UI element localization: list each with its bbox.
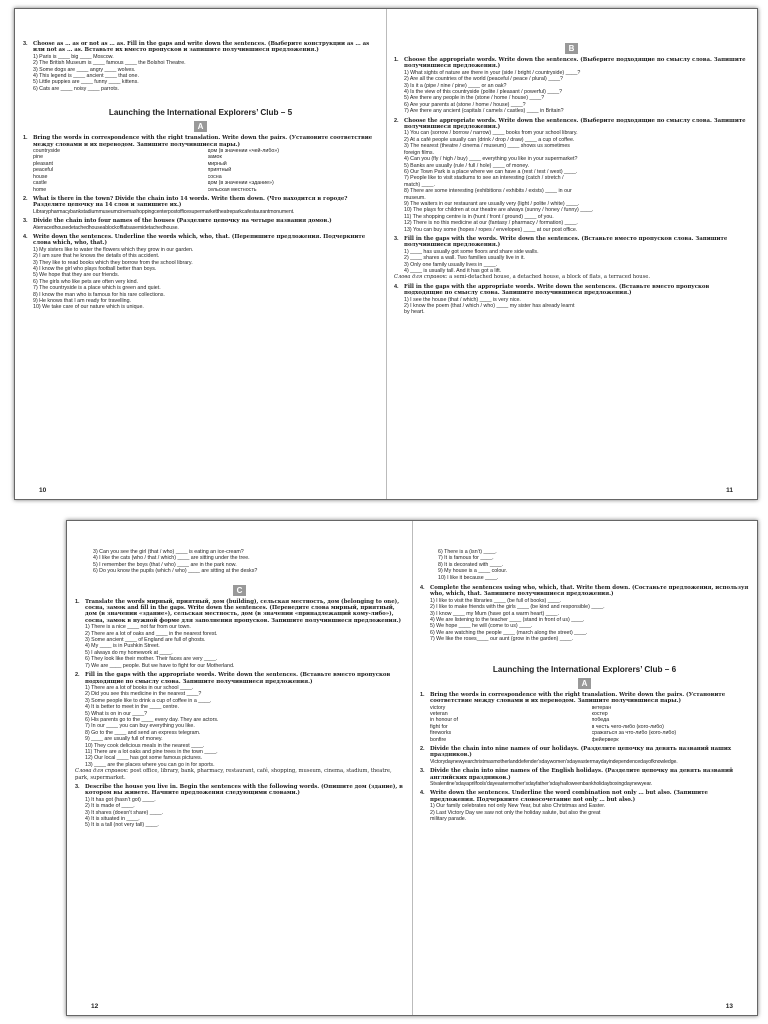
exercise-number: 4. — [420, 585, 425, 592]
exercise-item: 1) You can (sorrow / borrow / narrow) ____ books from your school library. — [404, 130, 578, 137]
exercise-number: 4. — [23, 233, 28, 240]
exercise-item: 2) Did you see this medicine in the nearest ____? — [85, 691, 202, 698]
exercise-item: 8) Go to the ____ and send an express telegram. — [85, 729, 201, 736]
exercise-number: 3. — [420, 768, 425, 775]
exercise-item: by heart. — [404, 309, 425, 316]
exercise-item: 1) Paris is ____ big ____ Moscow. — [33, 53, 114, 60]
reference-label: Слова для справок: — [394, 274, 448, 281]
exercise-1 — [75, 599, 404, 669]
exercise-item: 1) It has got (hasn’t got) ____. — [85, 796, 156, 803]
exercise-item: 9) ____ are usually full of money. — [85, 736, 163, 743]
exercise-item: 1) I like to visit the libraries ____ (be full of books) ____. — [430, 597, 562, 604]
exercise-item: 7) Are there any ancient (capitals / camels / castles) ____ in Britain? — [404, 108, 564, 115]
exercise-instruction: Bring the words in correspondence with the right translation. Write down the pairs. (Установите соответствие между словами и их переводом. Запишите получившиеся пары.) — [33, 135, 373, 148]
exercise-instruction: Describe the house you live in. Begin the sentences with the following words. (Опишите дом (здание), в котором вы живете. Начните предложения следующими словами.) — [85, 784, 403, 797]
exercise-item: 3) They like to read books which they borrow from the school library. — [33, 259, 193, 266]
exercise-item: 9) The waiters in our restaurant are usually very (light / polite / white) ____. — [404, 200, 580, 207]
exercise-item: 2) I know the poem (that / which / who) ____ my sister has already learnt — [404, 303, 575, 310]
continued-items — [75, 549, 404, 575]
exercise-item: 10) They cook delicious meals in the nearest ____. — [85, 742, 205, 749]
exercise-items — [394, 249, 749, 275]
block-label-c: C — [233, 585, 246, 596]
reference-list: post office, library, bank, pharmacy, restaurant, café, shopping, museum, cinema, stadium, theatre, park, supermarket. — [75, 768, 392, 781]
exercise-item: 11) The shopping centre is in (hunt / front / ground) ____ of you. — [404, 213, 554, 220]
english-word: veteran — [430, 710, 448, 717]
english-word: bonfire — [430, 736, 447, 743]
exercise-number: 3. — [23, 218, 28, 225]
exercise-item: 7) The countryside is a place which is green and quiet. — [33, 285, 161, 292]
exercise-2 — [23, 196, 378, 215]
exercise-item: 1) I see the house (that / which) ____ is very nice. — [404, 296, 521, 303]
exercise-item: 5) Are there any people in the (stone / home / house) ____? — [404, 95, 545, 102]
exercise-item: 3) I know ____ my Mum (have got a warm heart) ____. — [430, 610, 559, 617]
word-chain: Aterracedhousedetachedhouseablockofflatsasemidetachedhouse. — [33, 224, 179, 231]
translation: мирный — [207, 160, 227, 167]
exercise-number: 2. — [75, 672, 80, 679]
exercise-item: 4) It is situated in ____. — [85, 816, 140, 823]
exercise-item: 11) There are a lot oaks and pine trees in the town ____. — [85, 748, 218, 755]
section-title: Launching the International Explorers’ Club – 5 — [108, 108, 293, 118]
exercise-1 — [23, 135, 378, 193]
page-10 — [15, 9, 386, 499]
exercise-item: 8) It is decorated with ____. — [438, 561, 504, 568]
block-label-a: A — [194, 121, 207, 132]
exercise-item: 6) We are watching the people ____ (march along the street) ____. — [430, 629, 588, 636]
exercise-item: 8) There are some interesting (exhibitions / exhibits / exists) ____ in our — [404, 188, 572, 195]
exercise-item: 9) He knows that I am ready for travelling. — [33, 298, 132, 304]
translation: костер — [591, 710, 608, 717]
exercise-items — [75, 685, 404, 768]
exercise-item: 2) It is made of ____. — [85, 803, 135, 810]
exercise-item: 6) Are your parents at (stone / home / house) ____? — [404, 101, 526, 108]
exercise-item: 1) Our family celebrates not only New Year, but also Christmas and Easter. — [430, 803, 606, 810]
english-word: countryside — [33, 148, 61, 155]
translation: победа — [591, 717, 610, 724]
exercise-item: 3) It shares (doesn’t share) ____. — [85, 809, 164, 816]
exercise-items — [420, 803, 749, 822]
english-word: peaceful — [33, 167, 54, 174]
exercise-item: 4) This legend is ____ ancient ____ that one. — [33, 73, 139, 80]
reference-list: a semi-detached house, a detached house, a block of flats, a terraced house. — [447, 274, 650, 281]
exercise-item: foreign films. — [404, 149, 435, 156]
exercise-4 — [394, 284, 749, 316]
exercise-item: 3) Can you see the girl (that / who) ____ is eating an ice-cream? — [93, 549, 244, 555]
exercise-items — [394, 297, 749, 316]
exercise-item: 2) The British Museum is ____ famous ____ the Bolshoi Theatre. — [33, 60, 186, 67]
exercise-item: 12) There is no this medicine at our (fantasy / pharmacy / formation) ____. — [404, 220, 578, 227]
exercise-3 — [420, 768, 749, 787]
translation: сосна — [207, 173, 222, 180]
english-word: pleasant — [33, 160, 54, 167]
exercise-item: 5) I always do my homework at ____. — [85, 649, 173, 656]
translation: дом (в значении «чей-либо») — [207, 148, 280, 155]
exercise-item: military parade. — [430, 816, 467, 822]
exercise-items — [23, 247, 378, 311]
exercise-number: 1. — [420, 691, 425, 698]
exercise-number: 2. — [394, 117, 399, 124]
block-label-b: B — [565, 43, 578, 54]
exercise-instruction: Bring the words in correspondence with the right translation. Write down the pairs. (Установите соответствие между словами и их переводом. Запишите получившиеся пары.) — [430, 691, 726, 705]
exercise-4 — [420, 585, 749, 643]
exercise-instruction: Fill in the gaps with the appropriate words. Write down the sentences. (Вставьте вместо пропусков подходящие по смыслу слова. Запишите получившиеся предложения.) — [404, 283, 710, 297]
exercise-items — [420, 598, 749, 643]
exercise-instruction: Choose the appropriate words. Write down the sentences. (Выберите подходящие по смыслу слова. Запишите получившиеся предложения.) — [404, 57, 746, 70]
exercise-item: 10) We take care of our nature which is unique. — [33, 304, 144, 311]
exercise-item: 12) Our local ____ has got some famous pictures. — [85, 755, 203, 762]
exercise-item: 6) His parents go to the ____ every day. They are actors. — [85, 716, 219, 723]
exercise-item: 1) ____ has usually got some floors and share side walls. — [404, 248, 539, 255]
exercise-instruction: Write down the sentences. Underline the words which, who, that. (Перепишите предложения. Подчеркните слова which, who, that.) — [33, 233, 366, 247]
english-word: in honour of — [430, 717, 458, 724]
english-word: victory — [430, 704, 446, 711]
page-number: 10 — [39, 487, 47, 494]
exercise-items — [75, 797, 404, 829]
translation: ветеран — [591, 704, 612, 711]
exercise-instruction: Divide the chain into four names of the houses (Разделите цепочку на четыре названия домов.) — [33, 218, 332, 225]
english-word: home — [33, 186, 47, 193]
translation: сражаться за что-либо (кого-либо) — [591, 730, 677, 737]
exercise-item: 1) There is a nice ____ not far from our town. — [85, 624, 191, 631]
translation: в честь чего-либо (кого-либо) — [591, 723, 664, 730]
exercise-3 — [75, 784, 404, 829]
english-word: house — [33, 173, 48, 180]
exercise-item: 2) Are all the countries of the world (peaceful / peace / plural) ____? — [404, 76, 563, 83]
exercise-1 — [420, 692, 749, 743]
exercise-number: 2. — [23, 195, 28, 202]
exercise-item: 3) Only one family usually lives in ____. — [404, 261, 498, 268]
exercise-item: 10) The plays for children at our theatre are always (sunny / honey / funny) ____. — [404, 207, 594, 214]
exercise-item: 13) ____ are the places where you can go in for sports. — [85, 761, 215, 768]
exercise-item: 2) There are a lot of oaks and ____ in the nearest forest. — [85, 630, 218, 637]
exercise-item: 6) Do you know the pupils (which / who) ____ are sitting at the desks? — [93, 568, 258, 575]
exercise-instruction: What is there in the town? Divide the chain into 14 words. Write them down. (Что находится в городе? Разделите цепочку на 14 слов и запишите их.) — [33, 195, 348, 209]
exercise-instruction: Divide the chain into nine names of our holidays. (Разделите цепочку на девять названий наших праздников.) — [430, 745, 732, 759]
exercise-item: 2) Last Victory Day we saw not only the holiday salute, but also the great — [430, 809, 601, 816]
exercise-3 — [23, 41, 378, 92]
exercise-item: 4) It is better to meet in the ____ centre. — [85, 704, 179, 711]
exercise-instruction: Write down the sentences. Underline the word combination not only … but also. (Запишите предложения. Подчеркните словосочетание not only … but also.) — [430, 790, 708, 803]
exercise-item: 5) Banks are usually (rule / full / hole) ____ of money. — [404, 162, 530, 169]
exercise-number: 3. — [394, 235, 399, 242]
exercise-items — [23, 54, 378, 92]
exercise-4 — [23, 234, 378, 311]
exercise-items — [75, 624, 404, 669]
page-number: 11 — [726, 487, 733, 494]
exercise-item: 6) Our Town Park is a place where we can have a (rest / test / west) ____. — [404, 168, 578, 175]
exercise-item: 4) We are listening to the teacher ____ (stand in front of us) ____. — [430, 617, 585, 624]
english-word: fight for — [430, 723, 448, 730]
exercise-instruction: Complete the sentences using who, which, that. Write them down. (Составьте предложения, используя who, which, that. Запишите получившиеся предложения.) — [430, 585, 749, 598]
exercise-instruction: Translate the words мирный, приятный, дом (building), сельская местность, дом (belonging to one), сосна, замок and fill in the gaps. Write down the sentences. (Переведите слова мирный, приятный, дом (в значении «здание»), сельская местность, дом (в значении «принадлежащий кому-либо»), сосна, замок в нужной форме для заполнения пропусков. Запишите получившиеся предложения.) — [85, 598, 402, 624]
exercise-item: 7) We like the roses____ our aunt (grow in the garden) ____. — [430, 636, 574, 643]
translation: приятный — [207, 167, 232, 174]
exercise-item: 5) Little puppies are ____ funny ____ kittens. — [33, 79, 139, 86]
exercise-item: 3) The nearest (theatre / cinema / museum) ____ shows us sometimes — [404, 143, 570, 150]
page-13 — [412, 521, 757, 1015]
exercise-instruction: Fill in the gaps with the words. Write down the sentences. (Вставьте вместо пропусков слова. Запишите получившиеся предложения.) — [404, 235, 728, 249]
page-number: 13 — [725, 1003, 733, 1010]
exercise-items — [394, 130, 749, 233]
exercise-number: 2. — [420, 745, 425, 752]
exercise-item: 4) Can you (fly / high / buy) ____ everything you like in your supermarket? — [404, 156, 578, 163]
word-pairs — [420, 705, 749, 743]
english-word: pine — [33, 154, 44, 161]
reference-words — [75, 768, 404, 781]
exercise-item: match) ____. — [404, 181, 435, 188]
english-word: castle — [33, 180, 47, 187]
exercise-item: 3) Some dogs are ____ angry ____ wolves. — [33, 66, 136, 73]
exercise-item: 5) It is a tall (not very tall) ____. — [85, 822, 159, 829]
exercise-item: 3) Is it a (pipe / nine / pine) ____ or an oak? — [404, 82, 507, 89]
exercise-item: 2) At a café people usually can (drink / drop / draw) ____ a cup of coffee. — [404, 136, 575, 143]
reference-label: Слова для справок: — [75, 768, 129, 775]
exercise-instruction: Choose the appropriate words. Write down the sentences. (Выберите подходящие по смыслу слова. Запишите получившиеся предложения.) — [404, 117, 746, 131]
translation: фейерверк — [591, 736, 619, 743]
word-chain: Librarypharmacybankstadiummuseumcinemashoppingcenterpostofficesupermarkettheatreparkcafestaurantmonument. — [33, 208, 295, 215]
exercise-item: 5) We hope that they are our friends. — [33, 272, 120, 279]
exercise-item: 4) I like the cats (who / that / which) ____ are sitting under the tree. — [93, 555, 250, 562]
exercise-item: 7) We are ____ people. But we have to fight for our Motherland. — [85, 662, 235, 669]
exercise-item: 8) I know the man who is famous for his rare collections. — [33, 291, 165, 298]
exercise-3b — [23, 218, 378, 231]
exercise-item: 5) What is on in our ____? — [85, 710, 148, 717]
bottom-spread — [66, 520, 758, 1016]
exercise-item: 9) My house is a ____ colour. — [438, 568, 508, 575]
exercise-item: 2) I am sure that he knows the details of this accident. — [33, 253, 160, 260]
continued-items — [420, 549, 749, 581]
block-label-a: A — [578, 678, 591, 689]
exercise-item: 6) They look like their mother. Their faces are very ____. — [85, 656, 218, 663]
top-spread — [14, 8, 758, 500]
exercise-item: 4) ____ is usually tall. And it has got a lift. — [404, 268, 502, 274]
exercise-item: 7) In our ____ you can buy everything you like. — [85, 723, 195, 730]
exercise-item: 1) My sisters like to water the flowers which they grow in our garden. — [33, 246, 194, 253]
exercise-number: 4. — [394, 283, 399, 290]
section-title: Launching the International Explorers’ Club – 6 — [492, 664, 677, 674]
exercise-1 — [394, 57, 749, 115]
word-chain: Stvalentineʼsdayaprilfoolsʼdayeastermotherʼsdayfatherʼsdayhalloweenbankholidayboxingdaynewyear. — [430, 780, 653, 787]
exercise-item: 7) It is famous for ____. — [438, 555, 494, 562]
exercise-item: museum. — [404, 194, 426, 201]
exercise-2 — [75, 672, 404, 781]
exercise-item: 2) ____ shares a wall. Two families usually live in it. — [404, 255, 525, 262]
exercise-number: 1. — [75, 598, 80, 605]
exercise-4b — [420, 790, 749, 822]
exercise-item: 1) There are a lot of books in our school ____. — [85, 684, 194, 691]
exercise-2 — [394, 118, 749, 233]
translation: замок — [207, 154, 222, 161]
exercise-item: 1) What sights of nature are there in your (side / bright / countryside) ____? — [404, 69, 581, 76]
exercise-2 — [420, 746, 749, 765]
reference-words — [394, 274, 749, 280]
exercise-item: 2) I like to make friends with the girls ____ (be kind and responsible) ____. — [430, 604, 605, 611]
exercise-number: 3. — [75, 784, 80, 790]
page-11 — [386, 9, 757, 499]
word-pairs — [23, 148, 378, 193]
word-chain: Victorydaynewyearchristmasmotherlanddefenderʼsdaywomenʼsdayeastermaydayindependencedayofknowledge. — [430, 758, 678, 765]
page-12 — [67, 521, 412, 1015]
exercise-item: 13) You can buy some (hopes / ropes / envelopes) ____ at our post office. — [404, 226, 578, 233]
english-word: fireworks — [430, 730, 452, 737]
exercise-item: 4) Is the view of this countryside (polite / pleasant / powerful) ____? — [404, 89, 563, 96]
exercise-number: 1. — [394, 57, 399, 63]
exercise-items — [394, 70, 749, 115]
exercise-item: 5) We hope ____ he will (come to us) ____. — [430, 623, 533, 630]
exercise-item: 3) Some people like to drink a cup of coffee in a ____. — [85, 697, 212, 704]
exercise-item: 4) My ____ is in Pushkin Street. — [85, 643, 160, 650]
exercise-item: 6) There is a (isn’t) ____. — [438, 549, 497, 555]
exercise-item: 3) Some ancient ____ of England are full of ghosts. — [85, 637, 206, 644]
exercise-item: 7) People like to visit stadiums to see an interesting (catch / stretch / — [404, 175, 564, 182]
translation: сельская местность — [207, 186, 257, 193]
exercise-item: 10) I like it because ____. — [438, 574, 499, 581]
exercise-item: 5) I remember the boys (that / who) ____ are in the park now. — [93, 561, 237, 568]
exercise-instruction: Divide the chain into nine names of the English holidays. (Разделите цепочку на девять названий английских праздников.) — [430, 768, 733, 781]
exercise-3 — [394, 236, 749, 281]
translation: дом (в значении «здание») — [207, 180, 274, 187]
exercise-number: 4. — [420, 790, 425, 797]
exercise-number: 1. — [23, 135, 28, 142]
exercise-item: 6) The girls who like pets are often very kind. — [33, 278, 139, 285]
exercise-instruction: Choose as … as or not as … as. Fill in the gaps and write down the sentences. (Выберите конструкции as … as или not as … as. Вставьте их вместо пропусков и запишите получившиеся предложения.) — [33, 41, 370, 54]
page-number: 12 — [91, 1003, 99, 1010]
exercise-number: 3. — [23, 41, 28, 47]
exercise-instruction: Fill in the gaps with the appropriate words. Write down the sentences. (Вставьте вместо пропусков подходящие по смыслу слова. Запишите получившиеся предложения.) — [85, 672, 391, 685]
exercise-item: 6) Cats are ____ noisy ____ parrots. — [33, 85, 119, 92]
exercise-item: 4) I know the girl who plays football better than boys. — [33, 265, 157, 272]
